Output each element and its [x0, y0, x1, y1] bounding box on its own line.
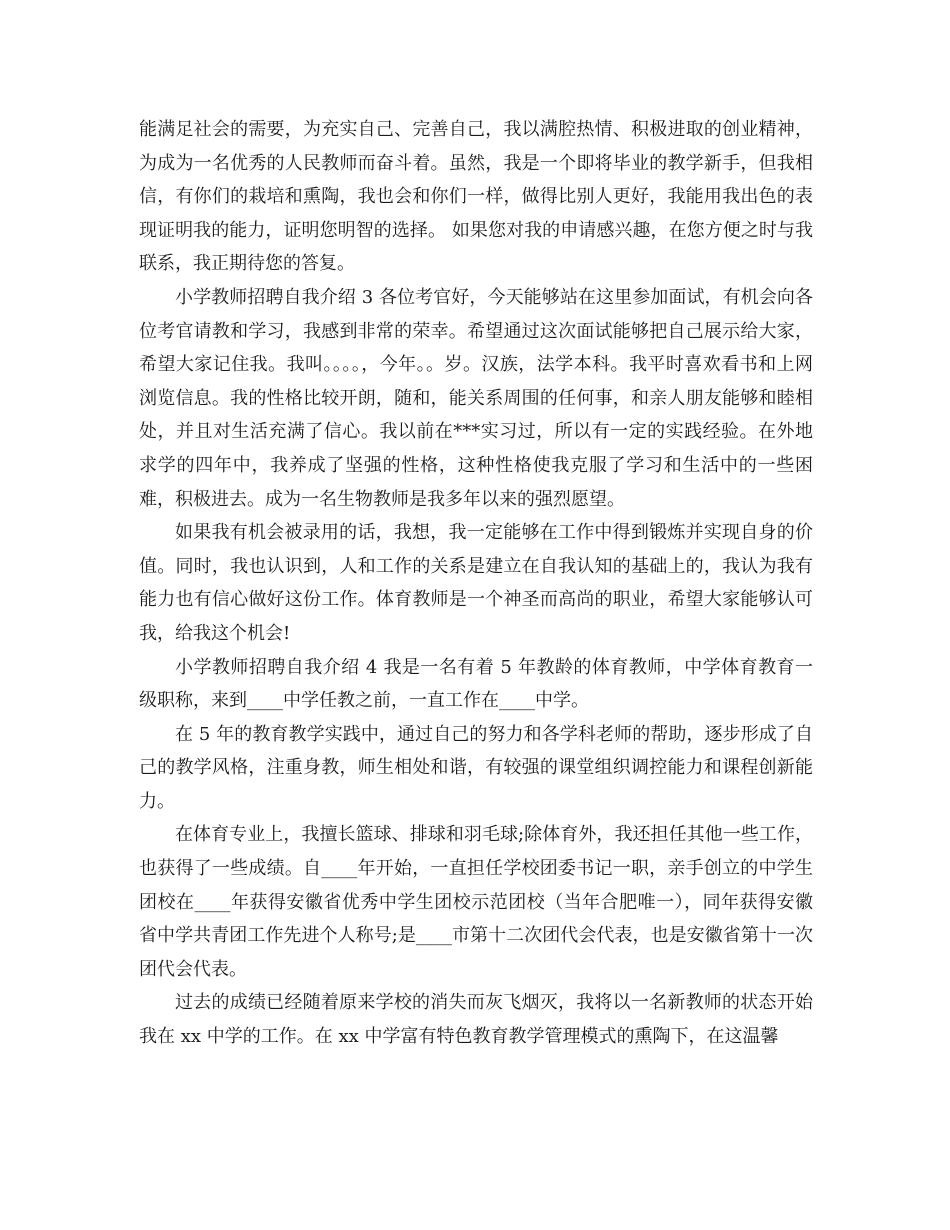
paragraph-2: 小学教师招聘自我介绍 3 各位考官好，今天能够站在这里参加面试，有机会向各位考官请教和学习，我感到非常的荣幸。希望通过这次面试能够把自己展示给大家，希望大家记住我。我叫。。。。，今年。。岁。汉族，法学本科。我平时喜欢看书和上网浏览信息。我的性格比较开朗，随和，能关系周围的任何事，和亲人朋友能够和睦相处，并且对生活充满了信心。我以前在***实习过，所以有一定的实践经验。在外地求学的四年中，我养成了坚强的性格，这种性格使我克服了学习和生活中的一些困难，积极进去。成为一名生物教师是我多年以来的强烈愿望。: [139, 286, 813, 510]
paragraph-3: 如果我有机会被录用的话，我想，我一定能够在工作中得到锻炼并实现自身的价值。同时，我也认识到，人和工作的关系是建立在自我认知的基础上的，我认为我有能力也有信心做好这份工作。体育教师是一个神圣而高尚的职业，希望大家能够认可我，给我这个机会!: [139, 522, 813, 644]
document-body: [139, 113, 813, 1054]
paragraph-7: 过去的成绩已经随着原来学校的消失而灰飞烟灭，我将以一名新教师的状态开始我在 xx 中学的工作。在 xx 中学富有特色教育教学管理模式的熏陶下，在这温馨: [139, 992, 813, 1048]
paragraph-6: 在体育专业上，我擅长篮球、排球和羽毛球;除体育外，我还担任其他一些工作，也获得了一些成绩。自____年开始，一直担任学校团委书记一职，亲手创立的中学生团校在____年获得安徽省优秀中学生团校示范团校（当年合肥唯一），同年获得安徽省中学共青团工作先进个人称号;是____市第十二次团代会代表，也是安徽省第十一次团代会代表。: [139, 824, 813, 980]
paragraph-4: 小学教师招聘自我介绍 4 我是一名有着 5 年教龄的体育教师，中学体育教育一级职称，来到____中学任教之前，一直工作在____中学。: [139, 656, 813, 712]
paragraph-1: 能满足社会的需要，为充实自己、完善自己，我以满腔热情、积极进取的创业精神，为成为一名优秀的人民教师而奋斗着。虽然，我是一个即将毕业的教学新手，但我相信，有你们的栽培和熏陶，我也会和你们一样，做得比别人更好，我能用我出色的表现证明我的能力，证明您明智的选择。 如果您对我的申请感兴趣，在您方便之时与我联系，我正期待您的答复。: [139, 119, 813, 275]
paragraph-5: 在 5 年的教育教学实践中，通过自己的努力和各学科老师的帮助，逐步形成了自己的教学风格，注重身教，师生相处和谐，有较强的课堂组织调控能力和课程创新能力。: [139, 723, 813, 812]
